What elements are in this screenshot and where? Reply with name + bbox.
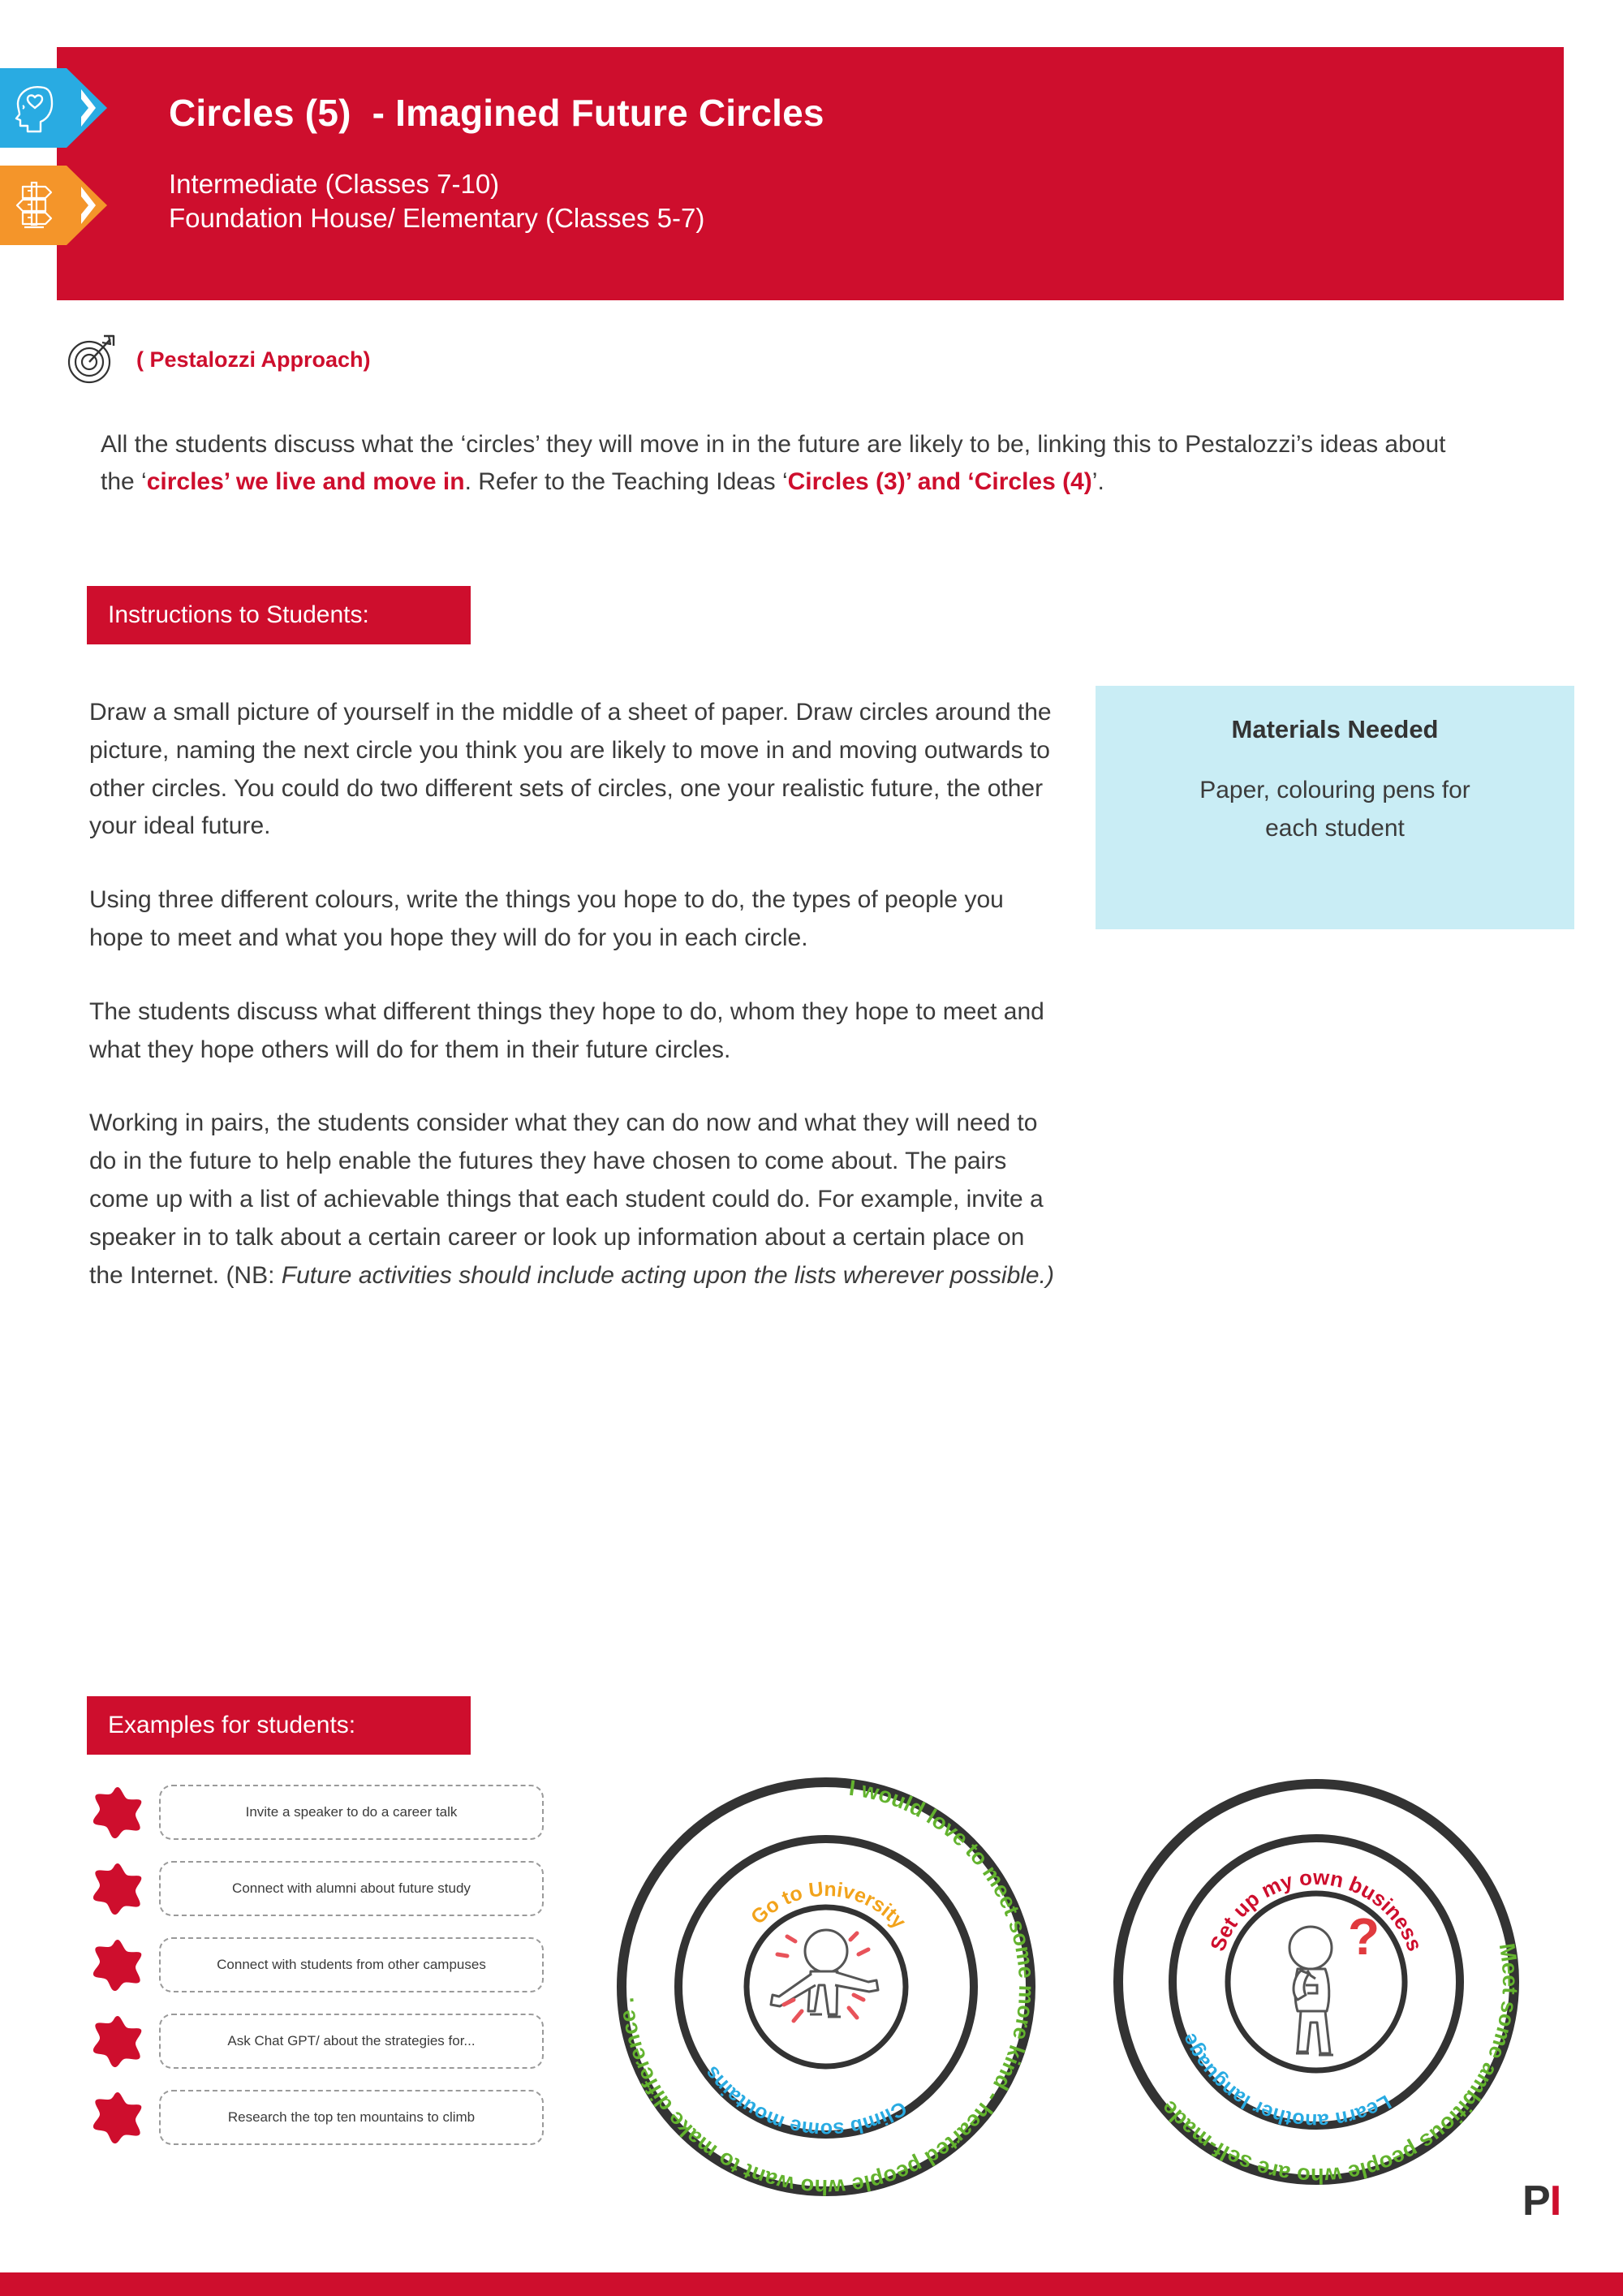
footer-bar bbox=[0, 2272, 1623, 2296]
intro-text-part-3: ’. bbox=[1091, 467, 1104, 495]
list-item bbox=[89, 1934, 544, 1996]
page-subtitle bbox=[169, 167, 704, 235]
star-icon bbox=[89, 2013, 146, 2070]
instructions-paragraph-4-lead: Working in pairs, the students consider what they can do now and what they will need to do in the future to help enable the futures they have chosen to come about. The pairs come up with a list of achievable things that each student could do. For example, invite a speaker in to talk about a certain career or look up information about a certain place on the Internet. (NB: bbox=[89, 1109, 1044, 1289]
example-label: Invite a speaker to do a career talk bbox=[159, 1785, 544, 1840]
approach-row bbox=[65, 333, 371, 386]
imagined-future-circles-diagram-1 bbox=[583, 1743, 1070, 2230]
subtitle-line-1: Intermediate (Classes 7-10) bbox=[169, 169, 500, 199]
instructions-body bbox=[89, 694, 1055, 1294]
materials-needed-title: Materials Needed bbox=[1231, 715, 1439, 743]
head-heart-icon bbox=[11, 81, 57, 135]
example-label: Ask Chat GPT/ about the strategies for... bbox=[159, 2014, 544, 2069]
examples-banner: Examples for students: bbox=[87, 1696, 471, 1755]
ring-label-middle: Climb some moutains bbox=[700, 2061, 911, 2142]
target-arrow-icon bbox=[65, 333, 118, 386]
ring-label-outer: I would love to meet some more kind - hearted people who want to make difference . bbox=[613, 1775, 1040, 2200]
example-label: Research the top ten mountains to climb bbox=[159, 2090, 544, 2145]
intro-text-part-1: All the students discuss what the ‘circles’ they will move in in the future are likely to be, linking this to Pestalozzi’s ideas about the ‘ bbox=[101, 431, 1446, 495]
signpost-icon bbox=[11, 179, 57, 232]
ring-label-middle: Learn another language bbox=[1177, 2030, 1395, 2133]
list-item bbox=[89, 1781, 544, 1843]
intro-highlight-2: Circles (3)’ and ‘Circles (4) bbox=[787, 467, 1092, 495]
example-label: Connect with alumni about future study bbox=[159, 1861, 544, 1916]
thinking-stick-figure-icon bbox=[1289, 1907, 1380, 2055]
page-title: Circles (5) - Imagined Future Circles bbox=[169, 92, 824, 134]
logo-letter-p: P bbox=[1522, 2178, 1550, 2225]
ring-label-inner: Go to University bbox=[747, 1877, 911, 1933]
list-item bbox=[89, 1858, 544, 1919]
instructions-paragraph-4-note: Future activities should include acting upon the lists wherever possible.) bbox=[281, 1261, 1054, 1289]
materials-needed-body: Paper, colouring pens for each student bbox=[1199, 777, 1470, 842]
list-item bbox=[89, 2010, 544, 2072]
star-icon bbox=[89, 1784, 146, 1841]
logo-letter-i: I bbox=[1549, 2178, 1561, 2225]
pi-logo bbox=[1522, 2177, 1561, 2225]
happy-stick-figure-icon bbox=[771, 1930, 878, 2021]
question-mark-icon: ? bbox=[1348, 1907, 1380, 1966]
instructions-paragraph-2: Using three different colours, write the things you hope to do, the types of people you hope to meet and what you hope they will do for you in each circle. bbox=[89, 886, 1004, 951]
star-icon bbox=[89, 2089, 146, 2146]
intro-paragraph bbox=[101, 426, 1464, 500]
instructions-paragraph-3: The students discuss what different things they hope to do, whom they hope to meet and what they hope others will do for them in their future circles. bbox=[89, 997, 1044, 1063]
subtitle-line-2: Foundation House/ Elementary (Classes 5-7) bbox=[169, 203, 705, 234]
materials-needed-box bbox=[1096, 686, 1574, 929]
intro-text-part-2: . Refer to the Teaching Ideas ‘ bbox=[464, 467, 788, 495]
instructions-paragraph-1: Draw a small picture of yourself in the middle of a sheet of paper. Draw circles around the picture, naming the next circle you think you are likely to move in and moving outwards to other circles. You could do two different sets of circles, one your realistic future, the other your ideal future. bbox=[89, 699, 1052, 840]
example-label: Connect with students from other campuses bbox=[159, 1937, 544, 1992]
examples-list bbox=[89, 1781, 544, 2163]
imagined-future-circles-diagram-2 bbox=[1081, 1747, 1552, 2217]
list-item bbox=[89, 2087, 544, 2148]
star-icon bbox=[89, 1936, 146, 1993]
ring-label-inner: Set up my own business bbox=[1204, 1864, 1428, 1955]
ring-label-outer: Meet some ambitious people who are self-made bbox=[1156, 1941, 1523, 2189]
intro-highlight-1: circles’ we live and move in bbox=[146, 467, 465, 495]
instructions-banner: Instructions to Students: bbox=[87, 586, 471, 644]
approach-label: ( Pestalozzi Approach) bbox=[136, 347, 371, 372]
instructions-paragraph-4 bbox=[89, 1105, 1055, 1294]
star-icon bbox=[89, 1860, 146, 1917]
